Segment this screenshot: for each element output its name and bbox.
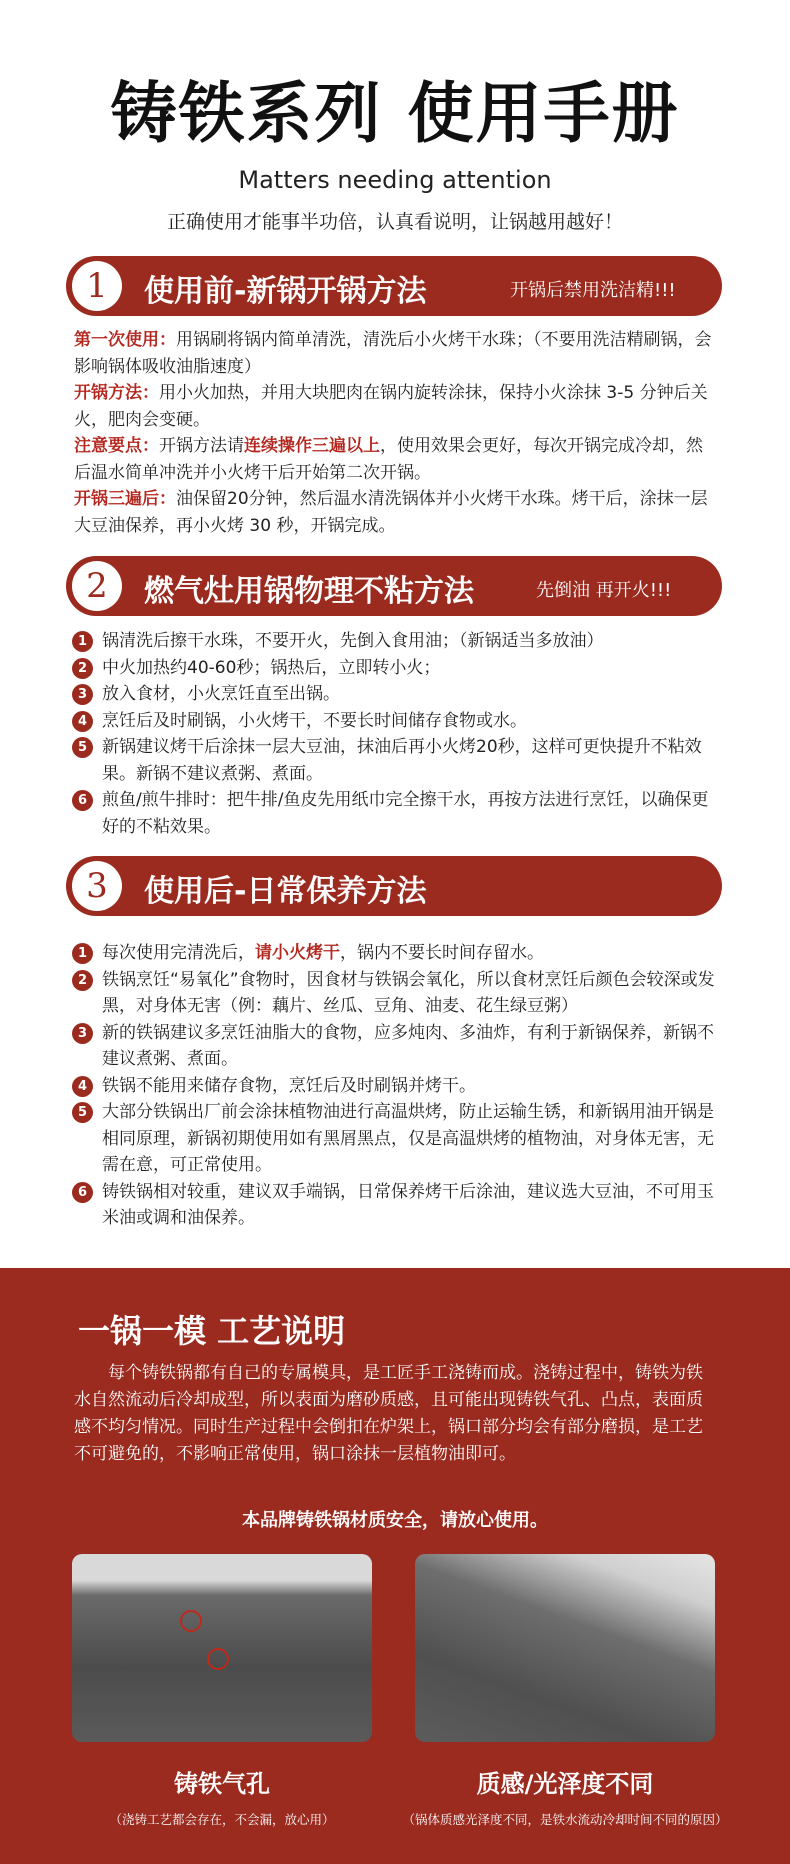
section-3-list <box>72 940 722 1232</box>
section-3-title: 使用后-日常保养方法 <box>144 874 427 909</box>
safety-statement: 本品牌铸铁锅材质安全，请放心使用。 <box>242 1510 548 1531</box>
section-2-banner <box>66 556 722 616</box>
section-1-banner <box>66 256 722 316</box>
list-item <box>72 734 722 787</box>
paragraph-key-points <box>74 433 714 486</box>
photo-1-note: （浇铸工艺都会存在，不会漏，放心用） <box>109 1812 335 1827</box>
section-2-title: 燃气灶用锅物理不粘方法 <box>144 574 474 609</box>
paragraph-label: 注意要点： <box>74 436 159 456</box>
section-3-number: 3 <box>72 861 122 911</box>
number-badge: 4 <box>72 711 93 732</box>
list-item-text: 放入食材，小火烹饪直至出锅。 <box>102 684 340 704</box>
list-item-text: 中火加热约40-60秒；锅热后，立即转小火； <box>102 657 441 678</box>
section-3-banner <box>66 856 722 916</box>
english-subtitle: Matters needing attention <box>238 166 552 194</box>
number-badge: 5 <box>72 737 93 758</box>
list-item-text: 新的铁锅建议多烹饪油脂大的食物，应多炖肉、多油炸，有利于新锅保养，新锅不建议煮粥、煮面。 <box>102 1022 714 1069</box>
section-1-body <box>74 327 714 539</box>
paragraph-text: 开锅方法请 <box>159 436 244 456</box>
number-badge: 3 <box>72 1023 93 1044</box>
craft-description <box>74 1360 718 1468</box>
paragraph-label: 开锅三遍后： <box>74 489 176 509</box>
list-item-text: 烹饪后及时刷锅，小火烤干，不要长时间储存食物或水。 <box>102 710 527 731</box>
list-item <box>72 708 722 735</box>
craft-paragraph: 每个铸铁锅都有自己的专属模具，是工匠手工浇铸而成。浇铸过程中，铸铁为铁水自然流动后冷却成型，所以表面为磨砂质感，且可能出现铸铁气孔、凸点，表面质感不均匀情况。同时生产过程中会倒扣在炉架上，锅口部分均会有部分磨损，是工艺不可避免的，不影响正常使用，锅口涂抹一层植物油即可。 <box>74 1363 703 1464</box>
photo-2-caption: 质感/光泽度不同 <box>476 1770 654 1798</box>
paragraph-label: 第一次使用： <box>74 330 176 350</box>
list-item-text: 煎鱼/煎牛排时：把牛排/鱼皮先用纸巾完全擦干水，再按方法进行烹饪，以确保更好的不粘效果。 <box>102 790 709 837</box>
number-badge: 1 <box>72 943 93 964</box>
list-item-text: 锅清洗后擦干水珠，不要开火，先倒入食用油；（新锅适当多放油） <box>102 631 604 651</box>
section-1-note: 开锅后禁用洗洁精!!! <box>510 280 676 301</box>
paragraph-seasoning-method <box>74 380 714 433</box>
number-badge: 2 <box>72 658 93 679</box>
paragraph-text: 用小火加热，并用大块肥肉在锅内旋转涂抹，保持小火涂抹 3-5 分钟后关火，肥肉会变硬。 <box>74 383 708 430</box>
section-1-title: 使用前-新锅开锅方法 <box>144 274 427 309</box>
number-badge: 5 <box>72 1102 93 1123</box>
list-item-text: 每次使用完清洗后， <box>102 943 255 963</box>
list-item <box>72 1099 722 1179</box>
list-item <box>72 1073 722 1100</box>
paragraph-text: ，使用效果会更好，每次开锅完成冷却，然后温水简单冲洗并小火烤干后开始第二次开锅。 <box>74 436 703 483</box>
section-1-number: 1 <box>72 261 122 311</box>
paragraph-first-use <box>74 327 714 380</box>
list-item <box>72 787 722 840</box>
number-badge: 4 <box>72 1076 93 1097</box>
page-title: 铸铁系列 使用手册 <box>110 75 680 152</box>
pore-marker <box>207 1648 229 1670</box>
list-item-text: ，锅内不要长时间存留水。 <box>340 943 544 963</box>
paragraph-label: 开锅方法： <box>74 383 159 403</box>
paragraph-highlight: 连续操作三遍以上 <box>244 436 380 456</box>
pan-surface-photo-pores <box>72 1554 372 1742</box>
list-item <box>72 967 722 1020</box>
list-item <box>72 628 722 655</box>
list-item-text: 大部分铁锅出厂前会涂抹植物油进行高温烘烤，防止运输生锈，和新锅用油开锅是相同原理，新锅初期使用如有黑屑黑点，仅是高温烘烤的植物油，对身体无害，无需在意，可正常使用。 <box>102 1102 714 1175</box>
section-2-number: 2 <box>72 561 122 611</box>
number-badge: 6 <box>72 1182 93 1203</box>
paragraph-after-three <box>74 486 714 539</box>
list-item <box>72 1179 722 1232</box>
chinese-subtitle: 正确使用才能事半功倍，认真看说明，让锅越用越好！ <box>166 211 623 233</box>
number-badge: 2 <box>72 970 93 991</box>
list-item <box>72 681 722 708</box>
section-2-list <box>72 628 722 840</box>
list-item <box>72 655 722 682</box>
list-item-highlight: 请小火烤干 <box>255 943 340 963</box>
list-item-text: 铸铁锅相对较重，建议双手端锅，日常保养烤干后涂油，建议选大豆油，不可用玉米油或调和油保养。 <box>102 1181 714 1228</box>
craft-section <box>0 1268 790 1864</box>
pan-surface-photo-texture <box>415 1554 715 1742</box>
photo-1-caption: 铸铁气孔 <box>174 1770 270 1798</box>
number-badge: 3 <box>72 684 93 705</box>
photo-2-note: （锅体质感光泽度不同，是铁水流动冷却时间不同的原因） <box>402 1812 728 1827</box>
list-item <box>72 940 722 967</box>
paragraph-text: 油保留20分钟，然后温水清洗锅体并小火烤干水珠。烤干后，涂抹一层大豆油保养，再小火烤 30 秒，开锅完成。 <box>74 489 708 536</box>
pore-marker <box>180 1610 202 1632</box>
number-badge: 6 <box>72 790 93 811</box>
list-item-text: 铁锅烹饪“易氧化”食物时，因食材与铁锅会氧化，所以食材烹饪后颜色会较深或发黑，对身体无害（例：藕片、丝瓜、豆角、油麦、花生绿豆粥） <box>102 969 715 1016</box>
list-item-text: 新锅建议烤干后涂抹一层大豆油，抹油后再小火烤20秒，这样可更快提升不粘效果。新锅不建议煮粥、煮面。 <box>102 737 702 784</box>
list-item <box>72 1020 722 1073</box>
number-badge: 1 <box>72 631 93 652</box>
paragraph-text: 用锅刷将锅内简单清洗，清洗后小火烤干水珠；（不要用洗洁精刷锅，会影响锅体吸收油脂速度） <box>74 330 712 377</box>
craft-title: 一锅一模 工艺说明 <box>78 1312 346 1350</box>
section-2-note: 先倒油 再开火!!! <box>536 580 672 601</box>
list-item-text: 铁锅不能用来储存食物，烹饪后及时刷锅并烤干。 <box>102 1075 476 1096</box>
